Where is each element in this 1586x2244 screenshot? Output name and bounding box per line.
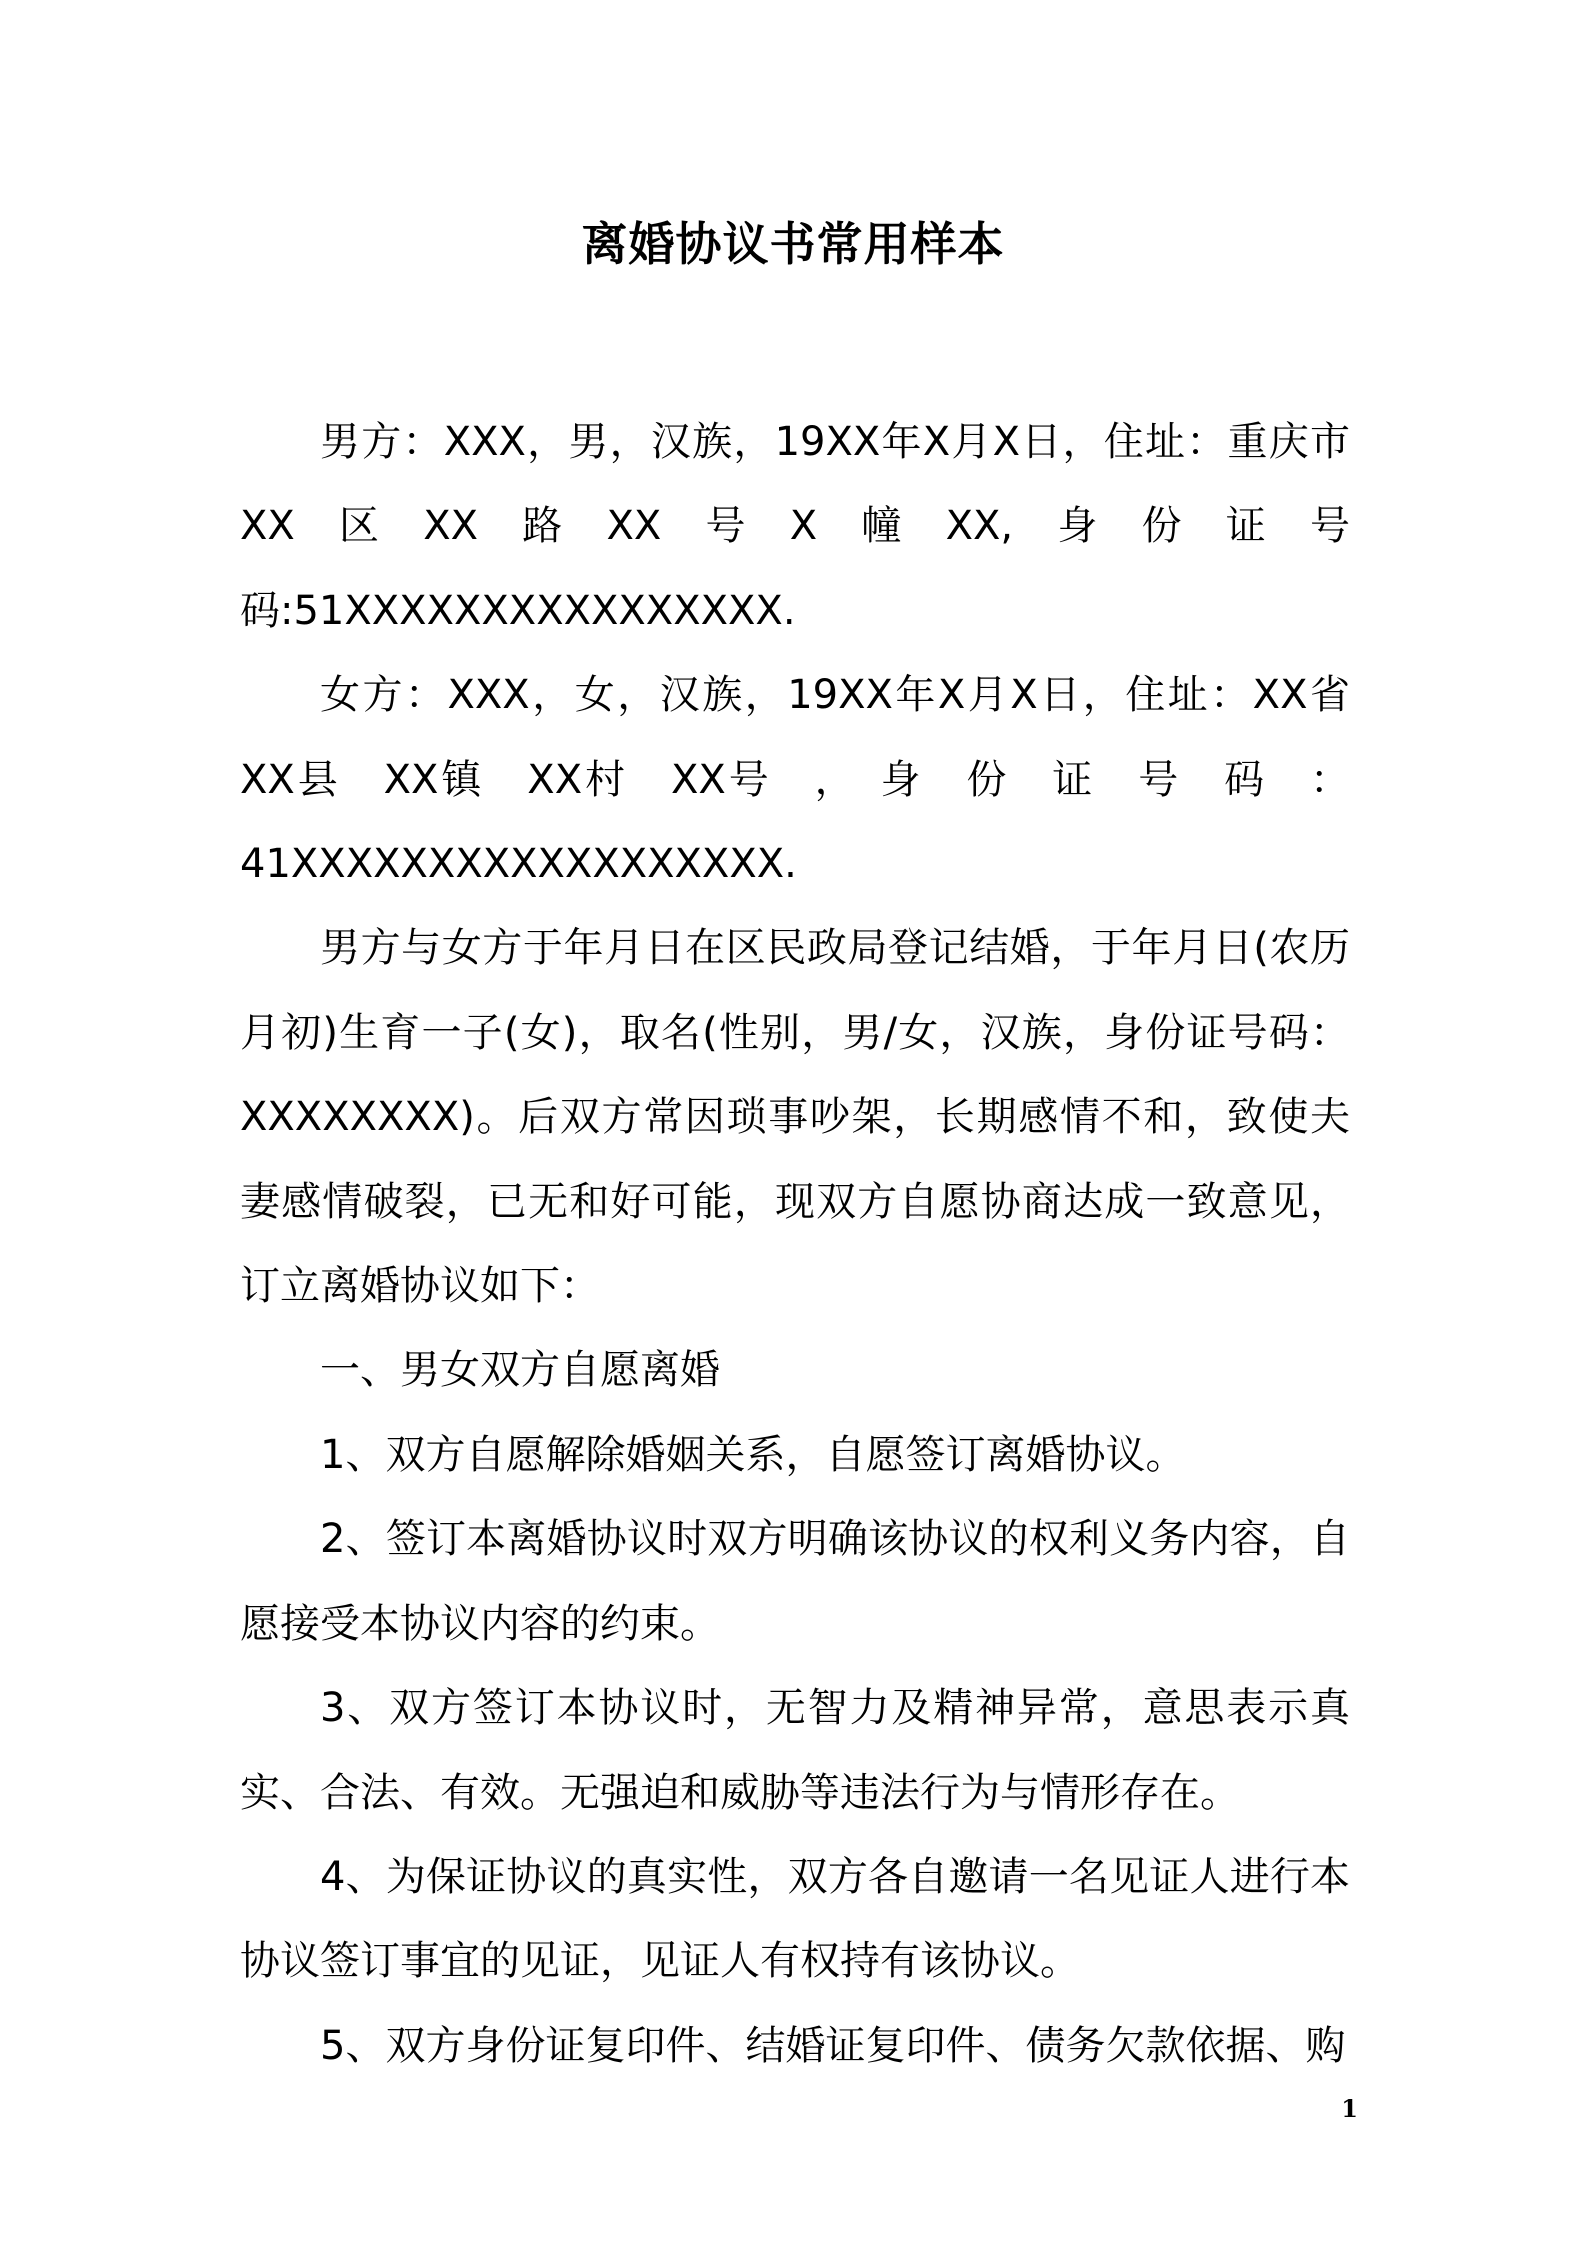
clause-2: 2、签订本离婚协议时双方明确该协议的权利义务内容，自愿接受本协议内容的约束。 (240, 1516, 1350, 1647)
document-title: 离婚协议书常用样本 (581, 217, 1005, 271)
section-heading-voluntary-divorce: 一、男女双方自愿离婚 (320, 1347, 720, 1394)
paragraph-marriage-background: 男方与女方于年月日在区民政局登记结婚，于年月日(农历月初)生育一子(女)，取名(性别，男/女，汉族，身份证号码：XXXXXXXX)。后双方常因琐事吵架，长期感情不和，致使夫妻感情破裂，已无和好可能，现双方自愿协商达成一致意见，订立离婚协议如下： (240, 925, 1350, 1310)
page-number: 1 (1341, 2094, 1358, 2123)
document-body (240, 400, 1350, 2088)
paragraph-female-party: 女方：XXX，女，汉族，19XX年X月X日，住址：XX省XX县 XX镇 XX村 XX号 ， 身 份 证 号 码 ：41XXXXXXXXXXXXXXXXXX. (240, 672, 1350, 888)
clause-5: 5、双方身份证复印件、结婚证复印件、债务欠款依据、购 (320, 2022, 1346, 2069)
clause-4: 4、为保证协议的真实性，双方各自邀请一名见证人进行本协议签订事宜的见证，见证人有权持有该协议。 (240, 1853, 1350, 1985)
clause-1: 1、双方自愿解除婚姻关系，自愿签订离婚协议。 (320, 1431, 1186, 1478)
paragraph-male-party: 男方：XXX，男，汉族，19XX年X月X日，住址：重庆市XX区XX路XX号X幢XX,身份证号码:51XXXXXXXXXXXXXXXX. (240, 419, 1350, 634)
clause-3: 3、双方签订本协议时，无智力及精神异常，意思表示真实、合法、有效。无强迫和威胁等违法行为与情形存在。 (240, 1685, 1350, 1816)
